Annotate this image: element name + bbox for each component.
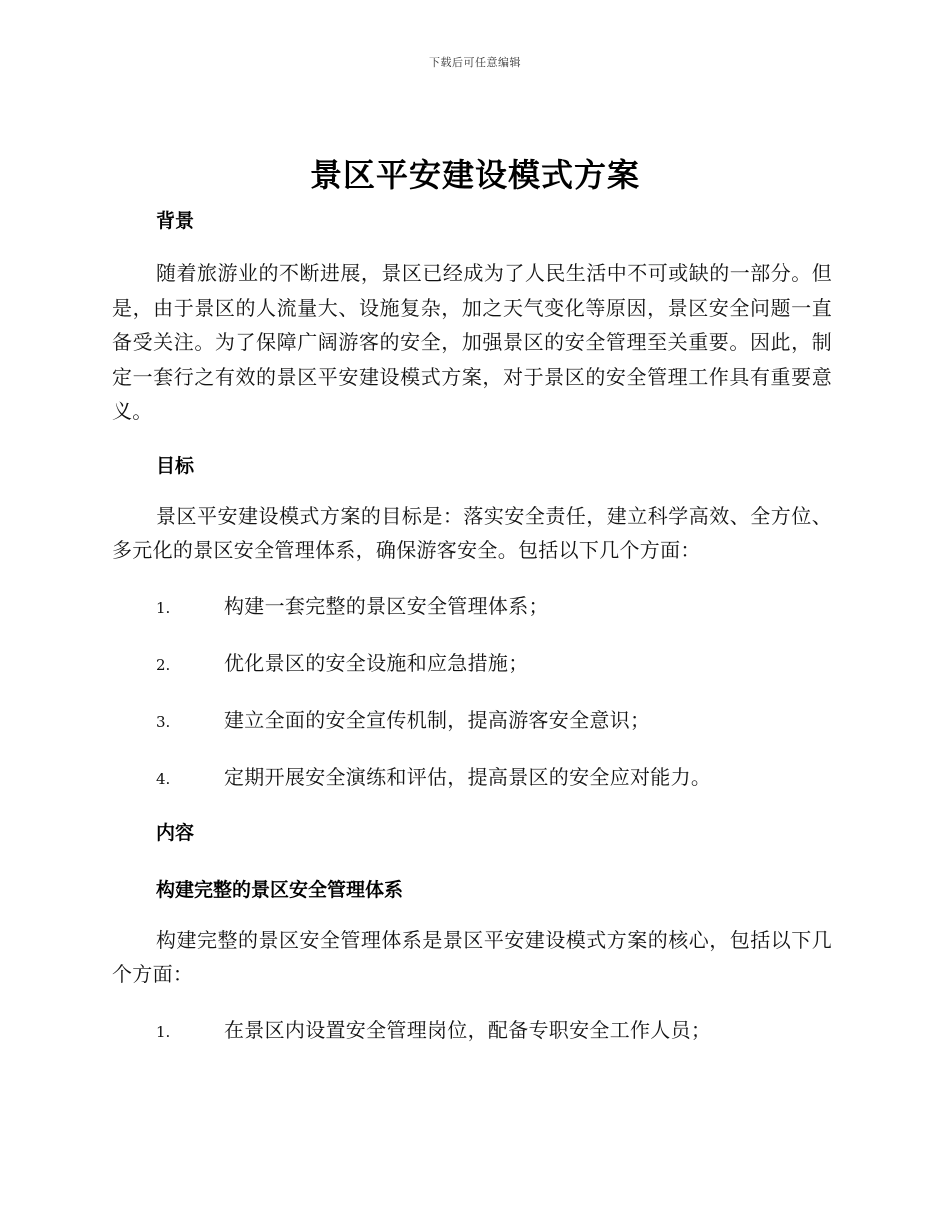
list-number: 2. (156, 655, 171, 674)
section-heading-content: 内容 (156, 821, 195, 844)
document-body (112, 200, 832, 1043)
subsection-heading: 构建完整的景区安全管理体系 (156, 878, 404, 901)
list-text: 定期开展安全演练和评估，提高景区的安全应对能力。 (224, 764, 712, 789)
list-number: 4. (156, 769, 171, 788)
content-list-item (112, 1014, 832, 1043)
list-text: 在景区内设置安全管理岗位，配备专职安全工作人员； (224, 1017, 712, 1042)
goals-list-item (112, 761, 832, 790)
list-number: 3. (156, 712, 171, 731)
list-text: 优化景区的安全设施和应急措施； (224, 650, 529, 675)
list-text: 建立全面的安全宣传机制，提高游客安全意识； (224, 707, 651, 732)
content-paragraph: 构建完整的景区安全管理体系是景区平安建设模式方案的核心，包括以下几个方面： (112, 927, 832, 986)
list-text: 构建一套完整的景区安全管理体系； (224, 593, 549, 618)
goals-list-item (112, 590, 832, 619)
section-heading-goals: 目标 (156, 454, 195, 477)
goals-list-item (112, 704, 832, 733)
section-heading-background: 背景 (156, 210, 195, 232)
list-number: 1. (156, 1022, 171, 1041)
header-note: 下载后可任意编辑 (429, 56, 521, 69)
background-paragraph: 随着旅游业的不断进展，景区已经成为了人民生活中不可或缺的一部分。但是，由于景区的人流量大、设施复杂，加之天气变化等原因，景区安全问题一直备受关注。为了保障广阔游客的安全，加强景区的安全管理至关重要。因此，制定一套行之有效的景区平安建设模式方案，对于景区的安全管理工作具有重要意义。 (112, 261, 832, 423)
goals-paragraph: 景区平安建设模式方案的目标是：落实安全责任，建立科学高效、全方位、多元化的景区安全管理体系，确保游客安全。包括以下几个方面： (112, 503, 832, 562)
list-number: 1. (156, 598, 171, 617)
document-title: 景区平安建设模式方案 (309, 156, 640, 194)
goals-list-item (112, 647, 832, 676)
